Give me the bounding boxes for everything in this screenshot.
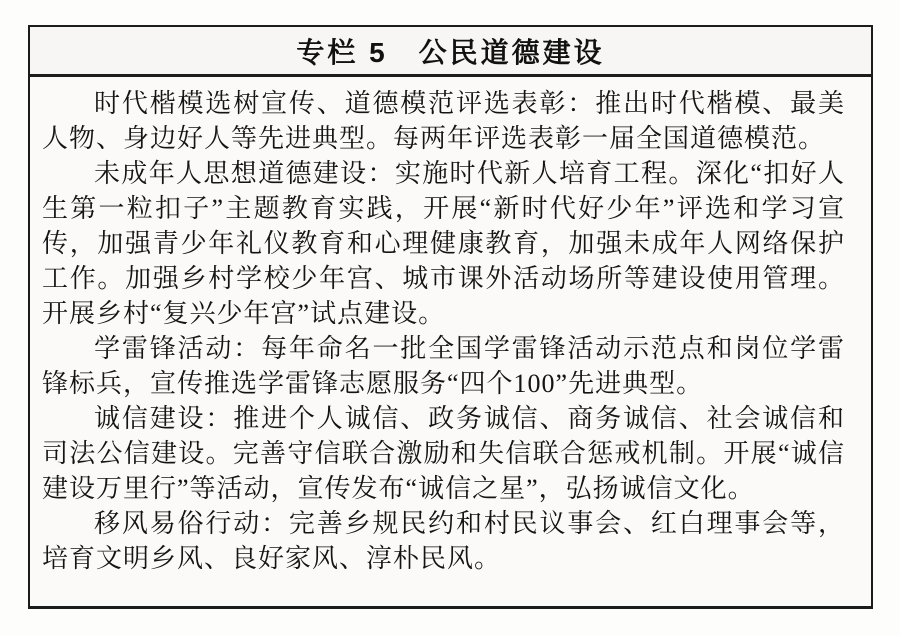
paragraph-role-models: 时代楷模选树宣传、道德模范评选表彰：推出时代楷模、最美人物、身边好人等先进典型。每两年评选表彰一届全国道德模范。 <box>42 89 845 153</box>
panel-body <box>30 77 871 576</box>
paragraph-changing-customs: 移风易俗行动：完善乡规民约和村民议事会、红白理事会等，培育文明乡风、良好家风、淳朴民风。 <box>42 509 845 573</box>
paragraph-learn-from-leifeng: 学雷锋活动：每年命名一批全国学雷锋活动示范点和岗位学雷锋标兵，宣传推选学雷锋志愿服务“四个100”先进典型。 <box>42 334 845 398</box>
paragraph-minors-moral-education: 未成年人思想道德建设：实施时代新人培育工程。深化“扣好人生第一粒扣子”主题教育实践，开展“新时代好少年”评选和学习宣传，加强青少年礼仪教育和心理健康教育，加强未成年人网络保护工作。加强乡村学校少年宫、城市课外活动场所等建设使用管理。开展乡村“复兴少年宫”试点建设。 <box>42 159 845 328</box>
panel-title: 专栏 5 公民道德建设 <box>296 36 605 68</box>
panel-title-bar <box>30 27 871 77</box>
paragraph-integrity-building: 诚信建设：推进个人诚信、政务诚信、商务诚信、社会诚信和司法公信建设。完善守信联合激励和失信联合惩戒机制。开展“诚信建设万里行”等活动，宣传发布“诚信之星”，弘扬诚信文化。 <box>42 404 845 503</box>
column-panel <box>28 25 873 609</box>
